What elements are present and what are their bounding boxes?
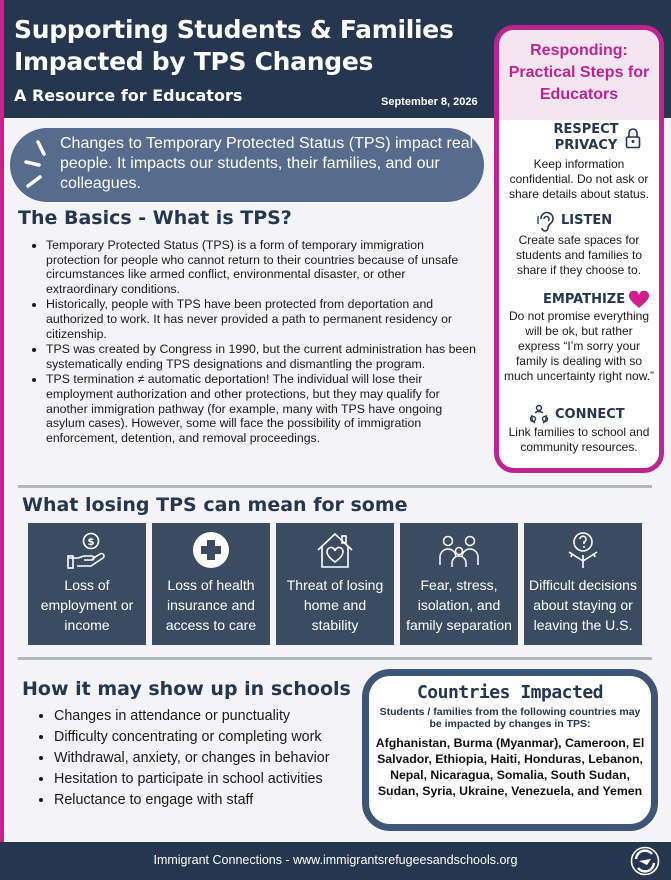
intro-text: Changes to Temporary Protected Status (TPS) impact real people. It impacts our students, their families, and our colleagues.: [60, 135, 474, 192]
countries-subtitle: Students / families from the following countries may be impacted by changes in TPS:: [379, 706, 641, 730]
list-item: • Temporary Protected Status (TPS) is a form of temporary immigration protection for people who cannot return to their countries because of unsafe circumstances like armed conflict, environmental disaster, or other extraordinary conditions.: [46, 238, 480, 296]
step-text-connect: Link families to school and community resources.: [508, 425, 650, 454]
basics-list: [30, 238, 480, 446]
step-heading-empathize: EMPATHIZE: [543, 292, 626, 307]
section-divider: [18, 657, 652, 660]
impact-card-text: Threat of losing home and stability: [286, 577, 384, 633]
impact-card-text: Loss of employment or income: [40, 577, 134, 633]
impact-card-text: Fear, stress, isolation, and family separation: [406, 577, 512, 633]
page-title: Supporting Students & Families Impacted by TPS Changes: [14, 15, 454, 76]
impact-card-home: [276, 523, 394, 645]
list-item: • Difficulty concentrating or completing work: [54, 727, 330, 748]
network-icon: [529, 404, 549, 424]
step-heading-connect: CONNECT: [555, 407, 625, 422]
decision-icon: [563, 531, 603, 569]
schools-heading: How it may show up in schools: [22, 678, 351, 700]
step-text-privacy: Keep information confidential. Do not ask or share details about status.: [508, 157, 650, 201]
list-item: • Changes in attendance or punctuality: [54, 706, 330, 727]
step-text-empathize: Do not promise everything will be ok, but rather express “I’m sorry your family is dealing with so much uncertainty right now.”: [503, 309, 655, 383]
impact-card-text: Difficult decisions about staying or leaving the U.S.: [529, 577, 637, 633]
lock-icon: [625, 127, 641, 149]
publication-date: September 8, 2026: [381, 96, 478, 108]
practical-steps-panel: [494, 25, 664, 473]
hand-money-icon: [67, 531, 107, 569]
medical-cross-icon: [191, 531, 231, 569]
list-item: • Withdrawal, anxiety, or changes in behavior: [54, 748, 330, 769]
heart-icon: [629, 291, 649, 309]
section-divider: [18, 485, 652, 488]
impact-card-employment: [28, 523, 146, 645]
impact-card-decision: [524, 523, 642, 645]
burst-icon: [24, 136, 64, 196]
impact-card-text: Loss of health insurance and access to care: [165, 577, 257, 633]
countries-panel: [362, 669, 658, 831]
step-heading-privacy: RESPECT PRIVACY: [553, 122, 619, 153]
footer-link[interactable]: Immigrant Connections - www.immigrantsrefugeesandschools.org: [153, 853, 518, 867]
page-subtitle: A Resource for Educators: [14, 86, 243, 105]
list-item: • Hesitation to participate in school activities: [54, 769, 330, 790]
schools-list: [38, 706, 330, 811]
list-item: • Historically, people with TPS have been protected from deportation and authorized to work. It has never provided a path to permanent residency or citizenship.: [46, 297, 480, 341]
panel-title: Responding: Practical Steps for Educators: [508, 42, 650, 103]
home-heart-icon: [315, 531, 355, 569]
list-item: • TPS termination ≠ automatic deportation! The individual will lose their employment authorization and other protections, but they may qualify for another immigration pathway (for example, many with TPS have ongoing asylum cases). However, some will face the possibility of immigration enforcement, detention, and removal proceedings.: [46, 372, 480, 445]
footer: [0, 842, 671, 880]
svg-text:$: $: [87, 537, 95, 548]
list-item: • Reluctance to engage with staff: [54, 790, 330, 811]
losing-heading: What losing TPS can mean for some: [22, 494, 408, 516]
org-logo-icon: [630, 846, 660, 876]
countries-list: Afghanistan, Burma (Myanmar), Cameroon, El Salvador, Ethiopia, Haiti, Honduras, Lebanon, Nepal, Nicaragua, Somalia, South Sudan, Sudan, Syria, Ukraine, Venezuela, and Yemen: [375, 736, 645, 798]
impact-card-health: [152, 523, 270, 645]
family-icon: [439, 531, 479, 569]
intro-banner: [10, 128, 484, 202]
list-item: • TPS was created by Congress in 1990, but the current administration has been systematically ending TPS designations and dismantling the program.: [46, 342, 480, 371]
step-heading-listen: LISTEN: [561, 213, 613, 228]
step-text-listen: Create safe spaces for students and families to share if they choose to.: [515, 233, 643, 277]
countries-title: Countries Impacted: [416, 682, 604, 703]
impact-card-fear: [400, 523, 518, 645]
left-accent-stripe: [0, 118, 4, 842]
basics-heading: The Basics - What is TPS?: [18, 207, 292, 229]
ear-icon: [537, 210, 555, 232]
